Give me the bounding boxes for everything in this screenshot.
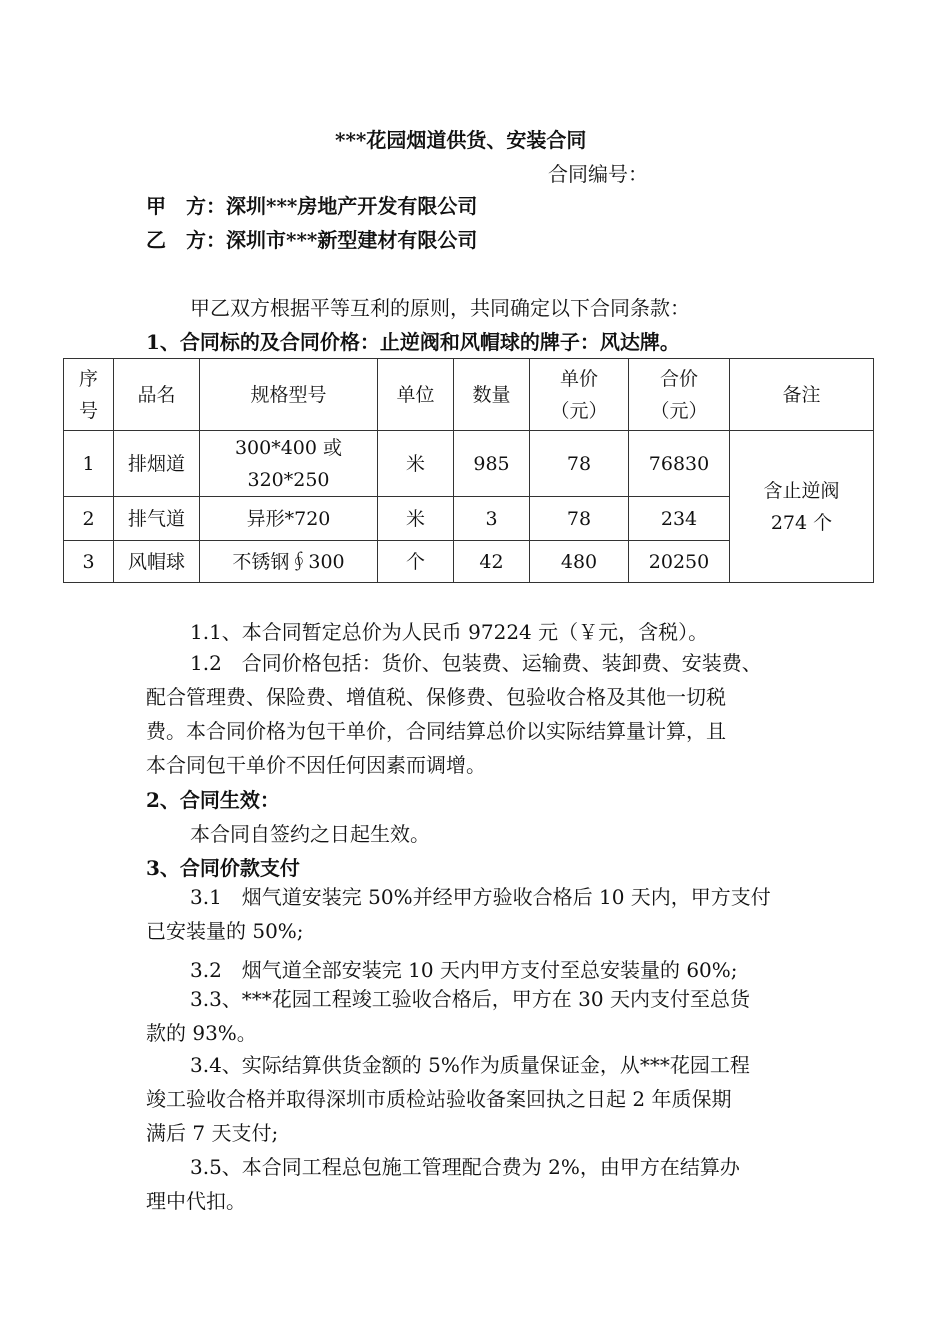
clause-1-2-line: 配合管理费、保险费、增值税、保修费、包验收合格及其他一切税 — [146, 685, 726, 709]
cell-total: 234 — [629, 497, 730, 541]
cell-seq: 2 — [64, 497, 114, 541]
cell-total: 76830 — [629, 431, 730, 497]
cell-qty: 42 — [454, 541, 530, 583]
header-unit: 单位 — [378, 359, 454, 431]
cell-qty: 3 — [454, 497, 530, 541]
party-b — [146, 224, 477, 253]
party-b-name: 深圳市***新型建材有限公司 — [226, 228, 478, 252]
cell-name: 风帽球 — [114, 541, 200, 583]
cell-unit: 米 — [378, 497, 454, 541]
clause-3-3-line: 3.3、***花园工程竣工验收合格后，甲方在 30 天内支付至总货 — [190, 987, 750, 1011]
party-a-name: 深圳***房地产开发有限公司 — [226, 194, 478, 218]
document-title: ***花园烟道供货、安装合同 — [335, 128, 587, 152]
clause-3-4-line: 竣工验收合格并取得深圳市质检站验收备案回执之日起 2 年质保期 — [146, 1087, 732, 1111]
clause-3-4 — [146, 1048, 750, 1150]
cell-spec: 300*400 或 320*250 — [200, 431, 378, 497]
cell-spec: 异形*720 — [200, 497, 378, 541]
table-header-row — [64, 359, 874, 431]
cell-unit-price: 78 — [530, 431, 629, 497]
cell-unit-price: 78 — [530, 497, 629, 541]
cell-unit: 个 — [378, 541, 454, 583]
header-total: 合价 （元） — [629, 359, 730, 431]
clause-3-5-line: 3.5、本合同工程总包施工管理配合费为 2%，由甲方在结算办 — [190, 1155, 740, 1179]
cell-seq: 1 — [64, 431, 114, 497]
clause-3-5-line: 理中代扣。 — [146, 1189, 246, 1213]
header-qty: 数量 — [454, 359, 530, 431]
party-a — [146, 190, 477, 219]
contract-number-label: 合同编号： — [548, 162, 648, 186]
clause-1-2 — [146, 646, 762, 782]
clause-3-4-line: 3.4、实际结算供货金额的 5%作为质量保证金，从***花园工程 — [190, 1053, 750, 1077]
clause-1-2-line: 费。本合同价格为包干单价，合同结算总价以实际结算量计算，且 — [146, 719, 726, 743]
cell-unit: 米 — [378, 431, 454, 497]
price-table — [63, 358, 874, 583]
section-2-heading: 2、合同生效： — [146, 788, 280, 812]
header-seq: 序 号 — [64, 359, 114, 431]
clause-3-3 — [146, 982, 750, 1050]
header-remark: 备注 — [730, 359, 874, 431]
clause-3-1 — [146, 880, 771, 948]
cell-name: 排烟道 — [114, 431, 200, 497]
clause-3-5 — [146, 1150, 740, 1218]
table-row — [64, 431, 874, 497]
clause-1-1: 1.1、本合同暂定总价为人民币 97224 元（￥元，含税）。 — [190, 620, 709, 644]
cell-name: 排气道 — [114, 497, 200, 541]
clause-3-1-line: 已安装量的 50%; — [146, 919, 304, 943]
section-3-heading: 3、合同价款支付 — [146, 856, 300, 880]
header-spec: 规格型号 — [200, 359, 378, 431]
intro-paragraph: 甲乙双方根据平等互利的原则，共同确定以下合同条款： — [190, 296, 690, 320]
clause-3-2: 3.2 烟气道全部安装完 10 天内甲方支付至总安装量的 60%; — [190, 958, 738, 982]
header-name: 品名 — [114, 359, 200, 431]
cell-qty: 985 — [454, 431, 530, 497]
cell-total: 20250 — [629, 541, 730, 583]
cell-remark: 含止逆阀 274 个 — [730, 431, 874, 583]
section-1-heading: 1、合同标的及合同价格：止逆阀和风帽球的牌子：风达牌。 — [146, 330, 680, 354]
party-a-label: 甲 方： — [146, 194, 226, 218]
clause-3-3-line: 款的 93%。 — [146, 1021, 257, 1045]
party-b-label: 乙 方： — [146, 228, 226, 252]
clause-3-1-line: 3.1 烟气道安装完 50%并经甲方验收合格后 10 天内，甲方支付 — [190, 885, 771, 909]
clause-1-2-line: 本合同包干单价不因任何因素而调增。 — [146, 753, 486, 777]
clause-1-2-line: 1.2 合同价格包括：货价、包装费、运输费、装卸费、安装费、 — [190, 651, 762, 675]
clause-3-4-line: 满后 7 天支付; — [146, 1121, 279, 1145]
section-2-text: 本合同自签约之日起生效。 — [190, 822, 430, 846]
cell-seq: 3 — [64, 541, 114, 583]
cell-spec: 不锈钢∮300 — [200, 541, 378, 583]
cell-unit-price: 480 — [530, 541, 629, 583]
header-unit-price: 单价 （元） — [530, 359, 629, 431]
